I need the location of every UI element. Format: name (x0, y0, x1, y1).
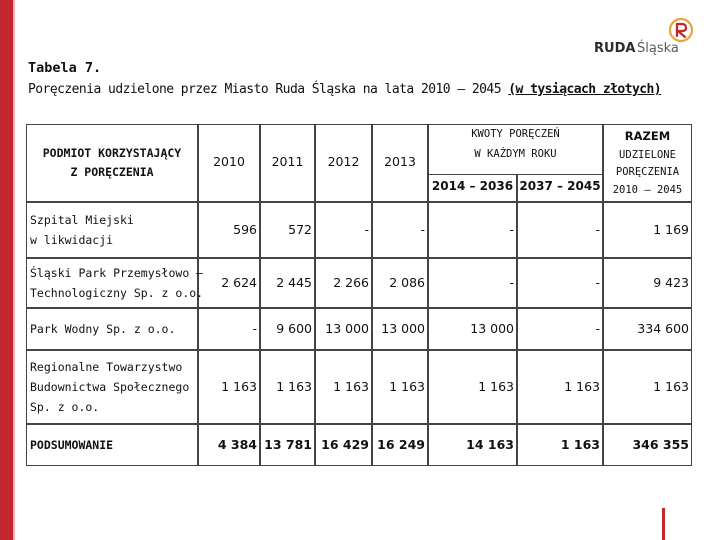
row-year-value: 2 445 (276, 275, 312, 290)
row-year-value: - (595, 321, 600, 336)
row-year-value: 572 (288, 222, 312, 237)
header-year-2013: 2013 (384, 154, 416, 169)
row-value-cell (428, 202, 517, 258)
row-value-cell (198, 308, 260, 350)
row-year-value: 13 000 (381, 321, 425, 336)
row-total-value: 9 423 (653, 275, 689, 290)
row-year-value: 596 (233, 222, 257, 237)
row-total-value: 334 600 (637, 321, 689, 336)
table-title: Tabela 7. (28, 60, 102, 76)
row-year-value: 1 163 (276, 379, 312, 394)
row-year-value: 2 086 (389, 275, 425, 290)
row-year-value: 16 249 (377, 437, 425, 452)
row-total-value: 346 355 (632, 437, 689, 452)
header-year-2014-2036: 2014 – 2036 (431, 179, 514, 193)
row-year-value: - (509, 222, 514, 237)
header-total-line1: RAZEM (624, 129, 671, 143)
header-entity-line2: Z PORĘCZENIA (70, 165, 154, 179)
accent-sidebar-line (13, 0, 15, 540)
logo-brand: RUDA (594, 41, 636, 56)
accent-bottom-mark (662, 508, 665, 540)
header-year-2037-2045: 2037 – 2045 (519, 179, 601, 193)
row-name-line: Budownictwa Społecznego (30, 380, 190, 394)
row-year-value: 14 163 (466, 437, 514, 452)
row-year-value: 4 384 (217, 437, 257, 452)
row-value-cell (315, 202, 372, 258)
header-amounts-line1: KWOTY PORĘCZEŃ (471, 128, 560, 140)
row-value-cell (517, 202, 603, 258)
header-total-line3: PORĘCZENIA (615, 166, 680, 178)
row-year-value: 1 163 (221, 379, 257, 394)
row-year-value: 2 624 (221, 275, 257, 290)
row-name-cell (26, 202, 198, 258)
row-value-cell (428, 258, 517, 308)
row-name-line: Park Wodny Sp. z o.o. (30, 322, 176, 336)
row-value-cell (517, 258, 603, 308)
row-year-value: - (595, 275, 600, 290)
row-year-value: 1 163 (389, 379, 425, 394)
row-value-cell (517, 308, 603, 350)
header-total-line4: 2010 – 2045 (612, 184, 683, 196)
row-total-value: 1 163 (653, 379, 689, 394)
row-name-line: Śląski Park Przemysłowo – (30, 266, 204, 280)
row-year-value: 1 163 (564, 379, 600, 394)
row-year-value: 13 781 (264, 437, 312, 452)
row-year-value: 13 000 (470, 321, 514, 336)
row-year-value: - (509, 275, 514, 290)
subtitle-text: Poręczenia udzielone przez Miasto Ruda Śląska na lata 2010 – 2045 (28, 82, 501, 97)
accent-sidebar-bar (0, 0, 14, 540)
row-name-line: Technologiczny Sp. z o.o. (30, 286, 204, 300)
header-entity-line1: PODMIOT KORZYSTAJĄCY (42, 146, 182, 160)
row-year-value: - (252, 321, 257, 336)
row-year-value: 2 266 (333, 275, 369, 290)
row-year-value: 1 163 (478, 379, 514, 394)
table-subtitle (28, 82, 661, 97)
subtitle-unit: (w tysiącach złotych) (508, 82, 662, 97)
header-amounts-line2: W KAŻDYM ROKU (474, 148, 557, 160)
logo-city: Śląska (637, 41, 679, 56)
row-year-value: 13 000 (325, 321, 369, 336)
header-year-2010: 2010 (213, 154, 245, 169)
header-entity-cell (26, 124, 198, 202)
row-year-value: - (420, 222, 425, 237)
city-emblem-icon (668, 17, 694, 43)
row-year-value: 1 163 (333, 379, 369, 394)
header-total-line2: UDZIELONE (619, 149, 676, 161)
row-total-value: 1 169 (653, 222, 689, 237)
row-year-value: 1 163 (560, 437, 600, 452)
row-name-line: Szpital Miejski (30, 213, 134, 227)
row-year-value: 9 600 (276, 321, 312, 336)
row-year-value: - (595, 222, 600, 237)
header-year-2011: 2011 (271, 154, 304, 169)
row-name-line: PODSUMOWANIE (30, 438, 114, 452)
row-name-line: Regionalne Towarzystwo (30, 360, 183, 374)
row-name-line: Sp. z o.o. (30, 400, 100, 414)
row-year-value: 16 429 (321, 437, 369, 452)
header-year-2012: 2012 (327, 154, 360, 169)
row-name-line: w likwidacji (30, 233, 114, 247)
row-year-value: - (364, 222, 369, 237)
